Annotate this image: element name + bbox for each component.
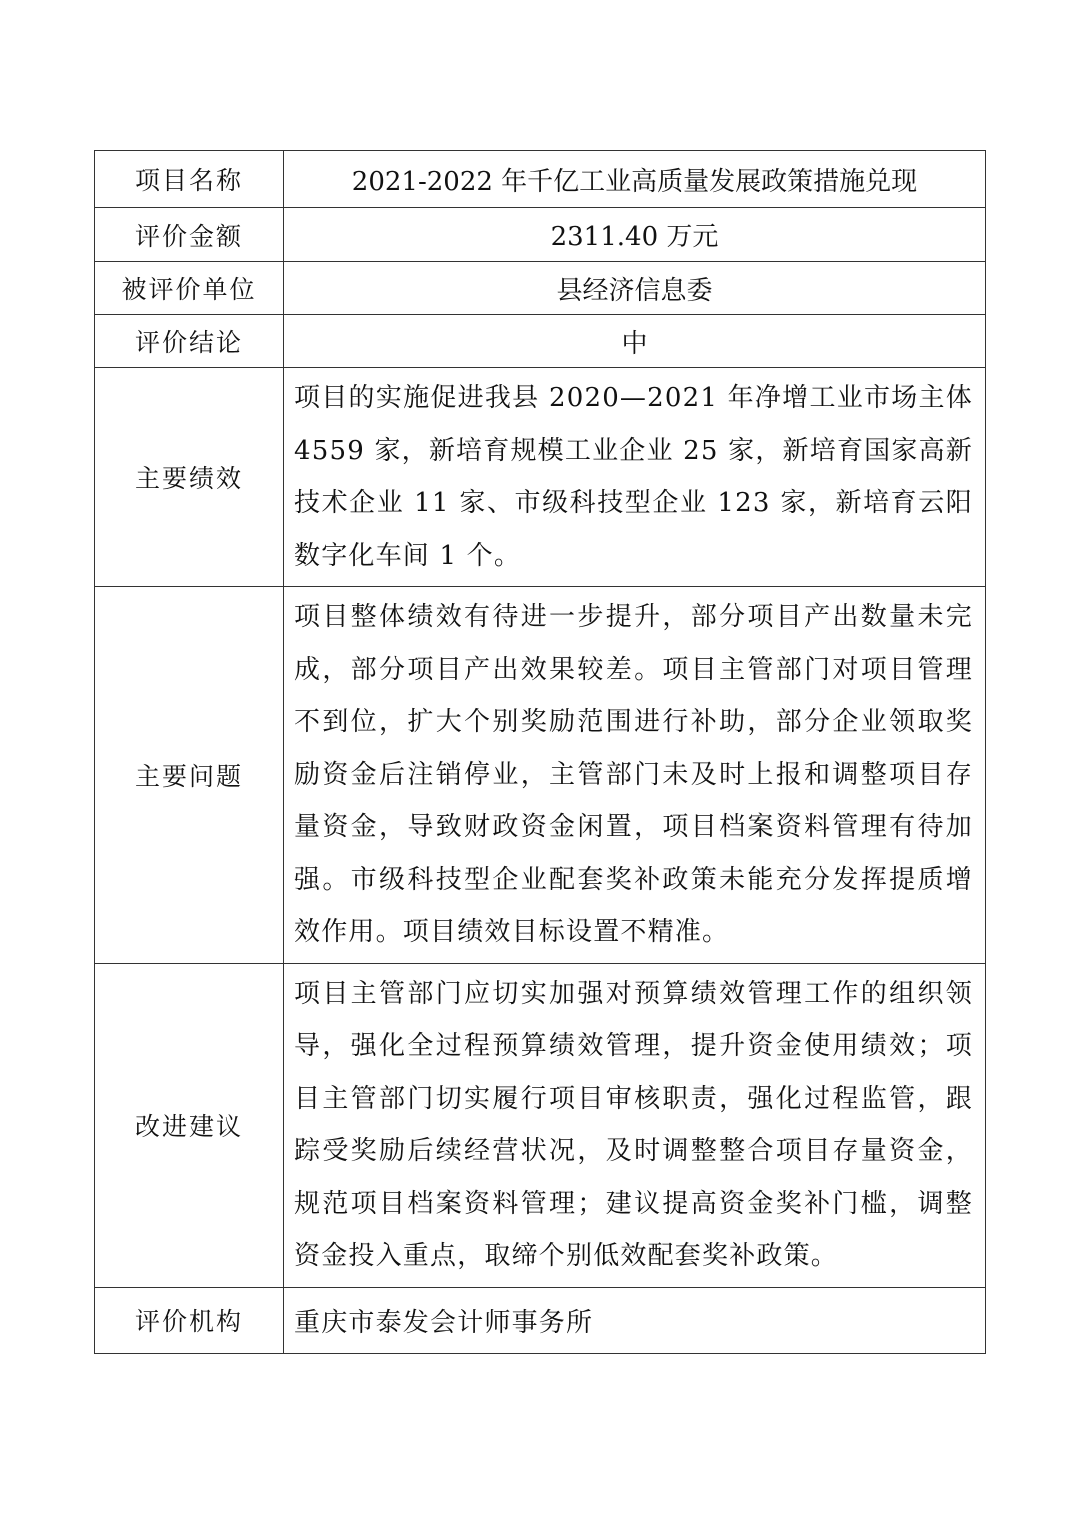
- row-main-performance: [95, 368, 986, 587]
- label-project-name: 项目名称: [95, 151, 284, 208]
- row-project-name: [95, 151, 986, 208]
- row-evaluation-amount: [95, 208, 986, 262]
- label-evaluation-agency: 评价机构: [95, 1287, 284, 1353]
- label-main-problems: 主要问题: [95, 587, 284, 964]
- label-evaluation-conclusion: 评价结论: [95, 315, 284, 368]
- value-project-name: 2021-2022 年千亿工业高质量发展政策措施兑现: [284, 151, 986, 208]
- value-improvement-suggestions: 项目主管部门应切实加强对预算绩效管理工作的组织领导，强化全过程预算绩效管理，提升资金使用绩效；项目主管部门切实履行项目审核职责，强化过程监管，跟踪受奖励后续经营状况，及时调整整合项目存量资金，规范项目档案资料管理；建议提高资金奖补门槛，调整资金投入重点，取缔个别低效配套奖补政策。: [284, 963, 986, 1287]
- value-main-problems: 项目整体绩效有待进一步提升，部分项目产出数量未完成，部分项目产出效果较差。项目主管部门对项目管理不到位，扩大个别奖励范围进行补助，部分企业领取奖励资金后注销停业，主管部门未及时上报和调整项目存量资金，导致财政资金闲置，项目档案资料管理有待加强。市级科技型企业配套奖补政策未能充分发挥提质增效作用。项目绩效目标设置不精准。: [284, 587, 986, 964]
- row-main-problems: [95, 587, 986, 964]
- label-evaluation-amount: 评价金额: [95, 208, 284, 262]
- value-evaluation-agency: 重庆市泰发会计师事务所: [284, 1287, 986, 1353]
- label-evaluated-unit: 被评价单位: [95, 262, 284, 315]
- value-evaluated-unit: 县经济信息委: [284, 262, 986, 315]
- value-evaluation-conclusion: 中: [284, 315, 986, 368]
- row-evaluation-conclusion: [95, 315, 986, 368]
- row-evaluation-agency: [95, 1287, 986, 1353]
- value-evaluation-amount: 2311.40 万元: [284, 208, 986, 262]
- label-main-performance: 主要绩效: [95, 368, 284, 587]
- label-improvement-suggestions: 改进建议: [95, 963, 284, 1287]
- row-improvement-suggestions: [95, 963, 986, 1287]
- row-evaluated-unit: [95, 262, 986, 315]
- evaluation-table: [94, 150, 986, 1354]
- value-main-performance: 项目的实施促进我县 2020—2021 年净增工业市场主体 4559 家，新培育规模工业企业 25 家，新培育国家高新技术企业 11 家、市级科技型企业 123 家，新培育云阳数字化车间 1 个。: [284, 368, 986, 587]
